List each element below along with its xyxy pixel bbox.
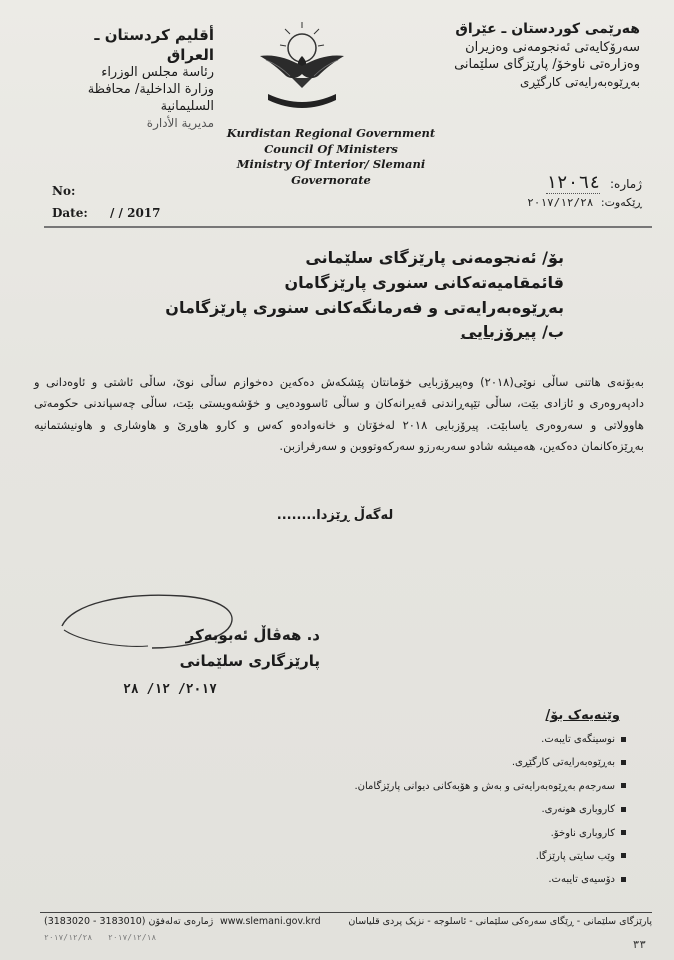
- subject-line: [150, 320, 564, 345]
- ref-date-value: ٢٠١٧/١٢/٢٨: [527, 196, 594, 209]
- bullet-icon: [621, 737, 626, 742]
- ref-number-ku: [546, 172, 642, 193]
- header-council-ar: رئاسة مجلس الوزراء: [101, 65, 214, 80]
- bullet-icon: [621, 830, 626, 835]
- signatory-name: د. هەڤاڵ ئەبوبەکر: [185, 626, 320, 644]
- header-english: [196, 126, 466, 188]
- footer-phone-value: (3183020 - 3183010): [44, 916, 146, 927]
- ref-date-en: [52, 206, 161, 220]
- ref-number-en: [52, 184, 75, 198]
- footer-website: www.slemani.gov.krd: [220, 916, 321, 927]
- footer-divider: [40, 912, 652, 913]
- copy-to-item: سەرجەم بەڕێوەبەرایەتی و بەش و هۆبەکانی دیوانی پارێزگامان.: [286, 775, 626, 798]
- footer-phone-label: ژمارەی تەلەفۆن: [148, 916, 214, 927]
- footer-stamp-date-b: ٢٠١٧/١٢/١٨: [108, 933, 157, 942]
- footer-phone: [44, 914, 213, 930]
- header-directorate-ku: بەڕێوەبەرایەتی کارگێڕی: [520, 74, 640, 89]
- header-region-ar: أقليم كردستان ـ العراق: [94, 26, 214, 64]
- subject-text: پیرۆزبایی: [460, 322, 537, 342]
- copy-to-item: کاروباری ناوخۆ.: [286, 822, 626, 845]
- krg-emblem-icon: [252, 18, 352, 118]
- copy-to-item: کاروباری هونەری.: [286, 798, 626, 821]
- ref-number-label-en: No:: [52, 184, 76, 198]
- header-ministry-ar: وزارة الداخلية/ محافظة السليمانية: [87, 81, 214, 114]
- header-directorate-ar: مديرية الأدارة: [146, 115, 214, 130]
- ref-number-label-ku: ژمارە:: [609, 177, 642, 191]
- copy-to-item: نوسینگەی تایبەت.: [286, 728, 626, 751]
- bullet-icon: [621, 853, 626, 858]
- ref-number-value: ١٢٠٦٤: [545, 172, 601, 193]
- header-ministry-ku: وەزارەتی ناوخۆ/ پارێزگای سلێمانی: [454, 57, 640, 73]
- addressee-line-1: بۆ/ ئەنجومەنی پارێزگای سلێمانی: [305, 248, 564, 267]
- closing-regards: لەگەڵ ڕێزدا........: [276, 508, 394, 523]
- footer-address: پارێزگای سلێمانی - ڕێگای سەرەکی سلێمانی - ئاسلوجە - نزیک پردی قلیاسان: [348, 916, 652, 927]
- ref-date-label-en: Date:: [52, 206, 88, 220]
- header-ministry-en: Ministry Of Interior/ Slemani Governorate: [236, 157, 426, 187]
- addressee-line-3: بەڕێوەبەرایەتی و فەرمانگەکانی سنوری پارێزگامان: [165, 297, 564, 317]
- ref-date-label-ku: ڕێکەوت:: [600, 196, 642, 209]
- letter-body: بەبۆنەی هاتنی ساڵی نوێی(٢٠١٨) وەپیرۆزبایی خۆمانتان پێشکەش دەکەین دەخوازم ساڵی نوێ، ساڵی ئاشتی و ئاوەدانی و دادپەروەری و ئازادی بێت، ساڵی تێپەڕاندنی قەیرانەکان و ساڵی ئاسوودەیی و خۆشەویستی بێت، ساڵی چەسپاندنی حکومەتی هاوولاتی و سەروەری یاسابێت. پیرۆزبایی ٢٠١٨ لەخۆتان و خانەوادەو کەس و کارو هاوڕێ و هاوشاری و هاونیشتمانیە بەڕێزەکانمان دەکەین، هەمیشە شادو سەربەرزو سەرکەوتووبن و سەرفرازبن.: [34, 375, 645, 453]
- signature-date: ٢٠١٧/ ١٢/ ٢٨: [123, 682, 217, 697]
- header-council-ku: سەرۆکایەتی ئەنجومەنی وەزیران: [465, 39, 640, 55]
- bullet-icon: [621, 877, 626, 882]
- bullet-icon: [621, 807, 626, 812]
- copy-to-item: بەڕێوەبەرایەتی کارگێڕی.: [286, 751, 626, 774]
- footer-stamp-date-a: ٢٠١٧/١٢/٢٨: [44, 933, 93, 942]
- copy-to-list: [286, 728, 626, 892]
- addressee-line-2: قائمقامیەتەکانی سنوری پارێزگامان: [284, 272, 564, 292]
- ref-date-placeholder-en: / / 2017: [109, 206, 161, 220]
- header-arabic: [44, 26, 214, 131]
- header-council-en: Council Of Ministers: [264, 141, 398, 156]
- subject-prefix: ب/: [536, 322, 564, 342]
- copy-to-heading: وێنەیەک بۆ/: [545, 708, 620, 723]
- copy-to-item: دۆسیەی تایبەت.: [286, 868, 626, 891]
- ref-date-ku: [527, 196, 642, 209]
- signatory-title: پارێزگاری سلێمانی: [179, 652, 320, 670]
- header-krg-en: Kurdistan Regional Government: [226, 126, 436, 140]
- footer: [40, 914, 652, 930]
- header-divider: [44, 226, 652, 228]
- header-region-ku: هەرێمی کوردستان ـ عێراق: [455, 21, 640, 37]
- addressee-block: [150, 246, 564, 345]
- bullet-icon: [621, 783, 626, 788]
- copy-to-item: وێب سایتی پارێزگا.: [286, 845, 626, 868]
- footer-stamp-number: ٣٣: [632, 938, 646, 951]
- bullet-icon: [621, 760, 626, 765]
- header-kurdish: [420, 20, 640, 90]
